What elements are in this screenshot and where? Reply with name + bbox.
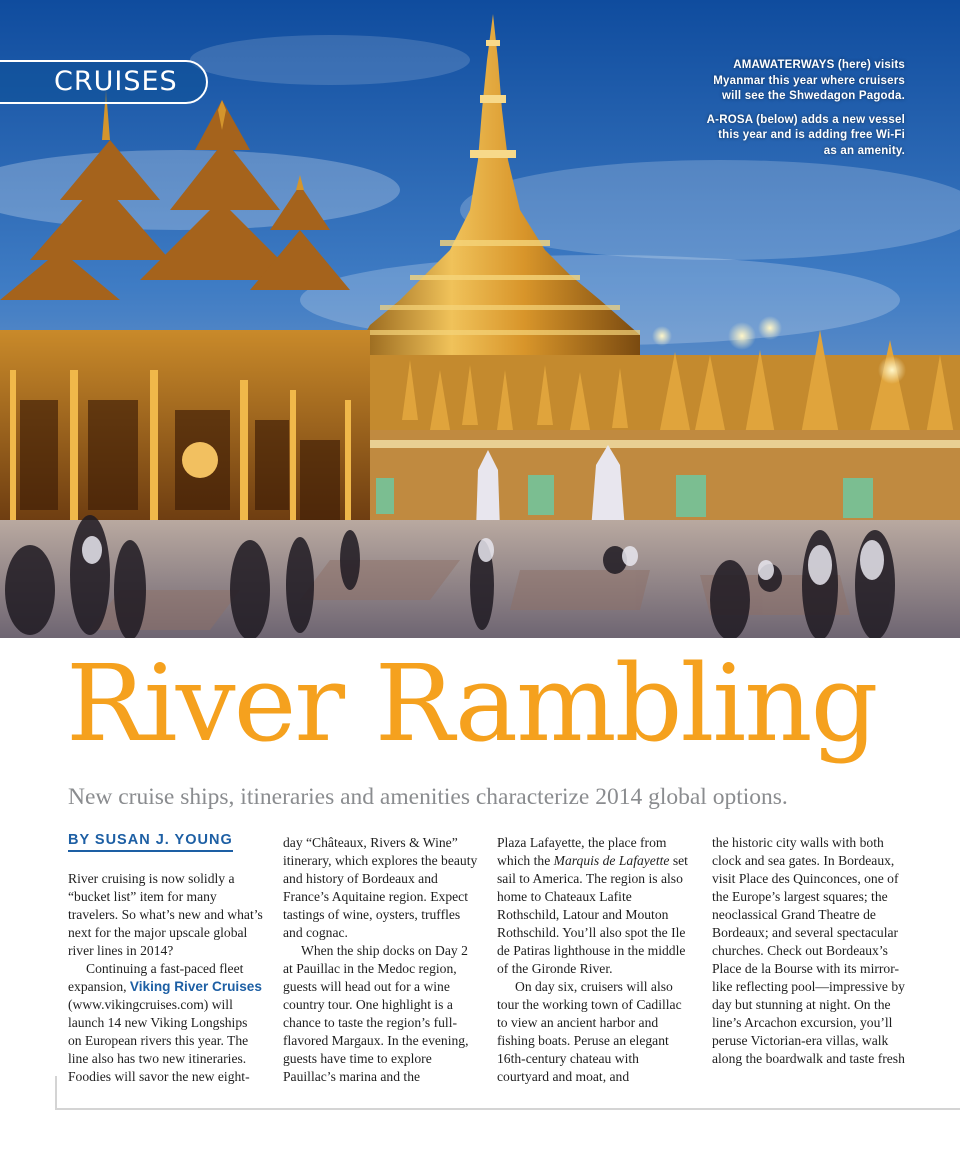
paragraph: River cruising is now solidly a “bucket list” item for many travelers. So what’s new and what’s next for the major upscale global river lines in 2014?	[68, 871, 263, 958]
article-deck: New cruise ships, itineraries and amenities characterize 2014 global options.	[68, 784, 788, 810]
text-column-2	[283, 834, 479, 1086]
ship-name: Marquis de Lafayette	[553, 853, 670, 868]
text-run: Plaza Lafayette, the place from which the	[497, 835, 667, 868]
page-border-bottom	[55, 1108, 960, 1110]
text-column-1	[68, 870, 264, 1086]
author-byline: BY SUSAN J. YOUNG	[68, 832, 233, 852]
paragraph: On day six, cruisers will also tour the working town of Cadillac to view an ancient harbor and fishing boats. Peruse an elegant 16th-century chateau with courtyard and moat, and	[497, 979, 682, 1084]
paragraph	[497, 834, 693, 978]
caption-amawaterways: AMAWATERWAYS (here) visits Myanmar this year where cruisers will see the Shwedagon Pagoda.	[713, 59, 905, 102]
brand-name: Viking River Cruises	[129, 979, 262, 994]
paragraph: day “Châteaux, Rivers & Wine” itinerary, which explores the beauty and history of Bordeaux and France’s Aquitaine region. Expect tastings of wine, oysters, truffles and cognac.	[283, 835, 478, 940]
text-run: Continuing a fast-paced fleet expansion,	[68, 961, 244, 994]
text-run: (www.vikingcruises.com) will launch 14 new Viking Longships on European rivers this year. The line also has two new itineraries. Foodies will savor the new eight-	[68, 997, 250, 1084]
caption-a-rosa: A-ROSA (below) adds a new vessel this year and is adding free Wi-Fi as an amenity.	[706, 113, 905, 157]
section-label: CRUISES	[0, 60, 208, 104]
paragraph: When the ship docks on Day 2 at Pauillac in the Medoc region, guests will head out for a wine country tour. One highlight is a chance to taste the region’s full-flavored Margaux. In the evening, guests have time to explore Pauillac’s marina and the	[283, 943, 469, 1084]
photo-caption	[705, 58, 905, 167]
paragraph	[68, 960, 264, 1086]
text-column-3	[497, 834, 693, 1086]
paragraph: the historic city walls with both clock and sea gates. In Bordeaux, visit Place des Quinconces, one of the Europe’s largest squares; the neoclassical Grand Theatre de Bordeaux; and several spectacular churches. Check out Bordeaux’s Place de la Bourse with its mirror-like reflecting pool—impressive by day but stunning at night. On the line’s Arcachon excursion, you’ll peruse Victorian-era villas, walk along the boardwalk and taste fresh	[712, 835, 905, 1066]
page-border-left	[55, 1076, 57, 1108]
text-run: set sail to America. The region is also home to Chateaux Lafite Rothschild, Latour and Mouton Rothschild. You’ll also spot the Ile de Patiras lighthouse in the middle of the Gironde River.	[497, 853, 688, 976]
article-headline: River Rambling	[66, 642, 877, 765]
text-column-4	[712, 834, 908, 1068]
